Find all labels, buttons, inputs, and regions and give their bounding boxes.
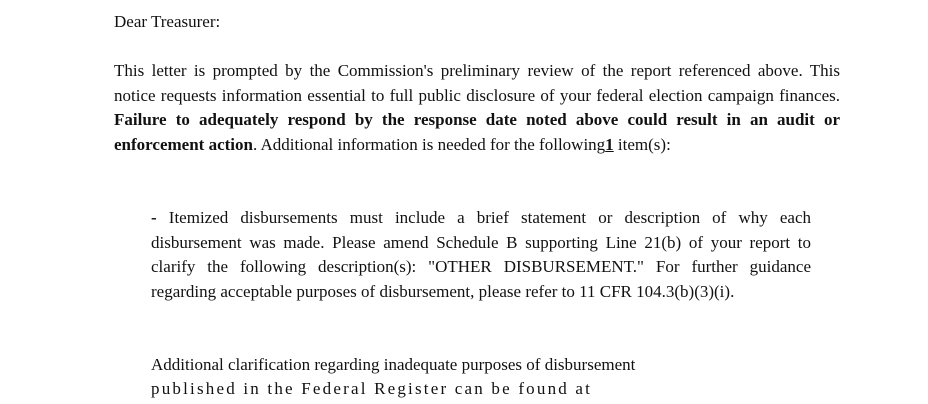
item-paragraph	[151, 206, 811, 304]
item-text: Itemized disbursements must include a brief statement or description of why each disbursement was made. Please amend Schedule B supporting Line 21(b) of your report to clarify the following description(s): "OTHER DISBURSEMENT." For further guidance regarding acceptable purposes of disbursement, please refer to 11 CFR 104.3(b)(3)(i).	[151, 208, 811, 301]
intro-text: This letter is prompted by the Commission's preliminary review of the report referenced above. This notice requests information essential to full public disclosure of your federal election campaign finances.	[114, 61, 840, 105]
warning-text: Failure to adequately respond by the response date noted above could result in an audit or enforcement action	[114, 110, 840, 154]
item-count: 1	[605, 134, 614, 154]
intro-continuation: . Additional information is needed for the following	[252, 134, 606, 154]
clarification-paragraph	[151, 353, 811, 401]
salutation: Dear Treasurer:	[114, 12, 221, 31]
intro-paragraph	[114, 59, 840, 157]
clarification-line-1: Additional clarification regarding inadequate purposes of disbursement	[151, 355, 636, 374]
clarification-line-2: published in the Federal Register can be found at	[151, 379, 593, 398]
item-bullet: -	[151, 208, 157, 227]
intro-end: item(s):	[613, 134, 671, 154]
